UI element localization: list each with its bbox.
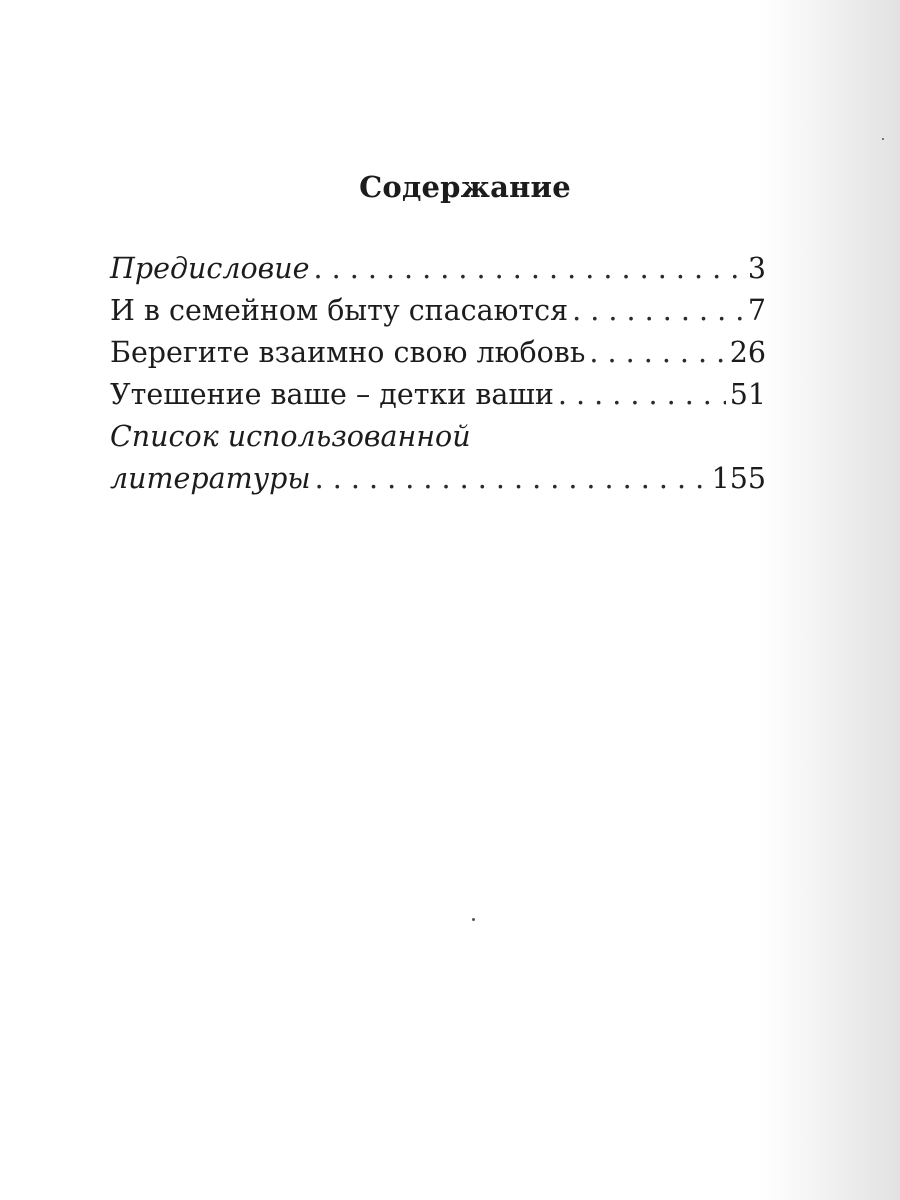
toc-entry-title: Предисловие xyxy=(110,252,310,285)
dot-leader xyxy=(558,374,726,416)
toc-entry-page: 155 xyxy=(711,462,766,495)
toc-entry-page: 26 xyxy=(729,336,766,369)
toc-entry-page: 7 xyxy=(747,294,766,327)
toc-entry-title: Берегите взаимно свою любовь xyxy=(110,336,586,369)
toc-heading xyxy=(0,170,900,204)
ink-speck xyxy=(882,138,884,140)
toc-entry-multiline[interactable] xyxy=(110,416,766,500)
toc-entry-title: И в семейном быту спасаются xyxy=(110,294,569,327)
dot-leader xyxy=(589,332,725,374)
toc-entry[interactable] xyxy=(110,332,766,374)
toc-entry[interactable] xyxy=(110,290,766,332)
toc-entry[interactable] xyxy=(110,248,766,290)
dot-leader xyxy=(315,458,708,500)
toc-entry-page: 51 xyxy=(729,378,766,411)
dot-leader xyxy=(572,290,744,332)
toc-entry-page: 3 xyxy=(747,252,766,285)
ink-speck xyxy=(472,918,475,921)
toc-entry-title-line2: литературы xyxy=(110,462,311,495)
toc-entry-title: Утешение ваше – детки ваши xyxy=(110,378,554,411)
toc-entry[interactable] xyxy=(110,374,766,416)
dot-leader xyxy=(313,248,743,290)
toc-entry-title-line1: Список использованной xyxy=(110,420,471,453)
table-of-contents xyxy=(110,248,766,500)
toc-heading-text: Содержание xyxy=(359,170,571,204)
